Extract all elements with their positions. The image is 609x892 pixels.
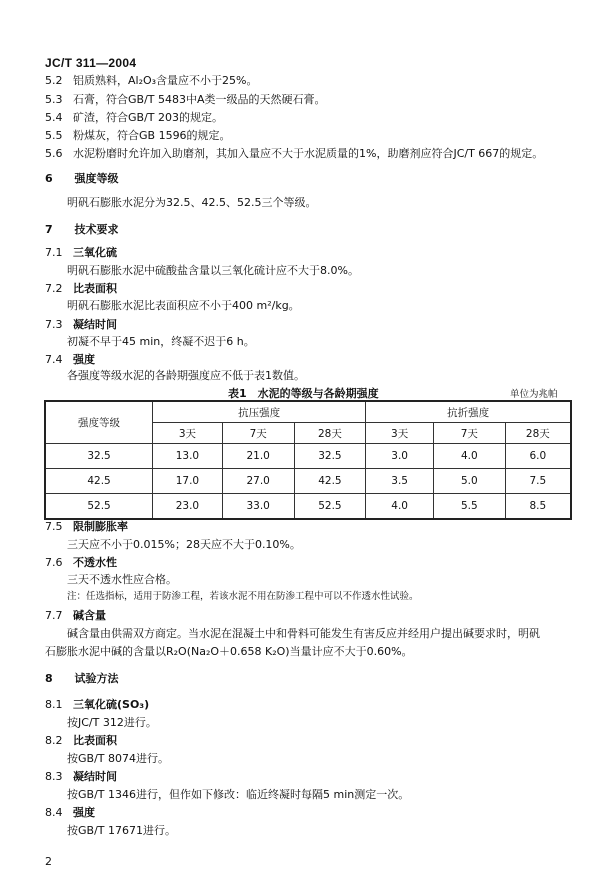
value-cell: 8.5 <box>505 494 571 520</box>
section-6-heading: 6 强度等级 <box>45 172 119 185</box>
clause-7-3-heading: 7.3 凝结时间 <box>45 318 117 331</box>
clause-7-6-text: 三天不透水性应合格。 <box>67 573 177 586</box>
clause-7-6-heading: 7.6 不透水性 <box>45 556 117 569</box>
table-1-unit: 单位为兆帕 <box>510 389 558 400</box>
clause-7-3-text: 初凝不早于45 min，终凝不迟于6 h。 <box>67 335 255 348</box>
table-row <box>45 469 571 494</box>
section-7-heading: 7 技术要求 <box>45 223 119 236</box>
grade-cell: 42.5 <box>45 469 153 494</box>
value-cell: 27.0 <box>222 469 294 494</box>
value-cell: 5.0 <box>433 469 505 494</box>
value-cell: 7.5 <box>505 469 571 494</box>
header-age: 7天 <box>433 423 505 444</box>
value-cell: 5.5 <box>433 494 505 520</box>
clause-8-2-heading: 8.2 比表面积 <box>45 734 117 747</box>
section-6-text: 明矾石膨胀水泥分为32.5、42.5、52.5三个等级。 <box>67 196 317 209</box>
clause-7-6-note: 注：任选指标，适用于防渗工程，若该水泥不用在防渗工程中可以不作透水性试验。 <box>67 591 419 602</box>
clause-7-1-text: 明矾石膨胀水泥中硫酸盐含量以三氧化硫计应不大于8.0%。 <box>67 264 359 277</box>
header-compressive: 抗压强度 <box>153 401 366 423</box>
strength-table <box>44 400 572 520</box>
clause-8-4-heading: 8.4 强度 <box>45 806 95 819</box>
clause-5-3: 5.3 石膏，符合GB/T 5483中A类一级品的天然硬石膏。 <box>45 93 326 106</box>
grade-cell: 52.5 <box>45 494 153 520</box>
value-cell: 33.0 <box>222 494 294 520</box>
value-cell: 32.5 <box>294 444 366 469</box>
header-age: 7天 <box>222 423 294 444</box>
clause-8-1-heading: 8.1 三氧化硫(SO₃) <box>45 698 150 711</box>
clause-8-1-text: 按JC/T 312进行。 <box>67 716 157 729</box>
header-age: 28天 <box>294 423 366 444</box>
header-grade: 强度等级 <box>45 401 153 444</box>
clause-5-5: 5.5 粉煤灰，符合GB 1596的规定。 <box>45 129 231 142</box>
header-flexural: 抗折强度 <box>366 401 571 423</box>
value-cell: 52.5 <box>294 494 366 520</box>
clause-7-5-text: 三天应不小于0.015%；28天应不大于0.10%。 <box>67 538 301 551</box>
clause-7-7-heading: 7.7 碱含量 <box>45 609 106 622</box>
clause-7-1-heading: 7.1 三氧化硫 <box>45 246 117 259</box>
table-1-title: 表1 水泥的等级与各龄期强度 <box>228 387 379 400</box>
header-age: 3天 <box>153 423 223 444</box>
clause-8-4-text: 按GB/T 17671进行。 <box>67 824 176 837</box>
header-age: 3天 <box>366 423 434 444</box>
value-cell: 17.0 <box>153 469 223 494</box>
clause-7-7-text-line1: 碱含量由供需双方商定。当水泥在混凝土中和骨料可能发生有害反应并经用户提出碱要求时，明矾 <box>67 627 540 640</box>
value-cell: 13.0 <box>153 444 223 469</box>
table-row <box>45 444 571 469</box>
clause-5-4: 5.4 矿渣，符合GB/T 203的规定。 <box>45 111 223 124</box>
clause-8-3-text: 按GB/T 1346进行，但作如下修改：临近终凝时每隔5 min测定一次。 <box>67 788 410 801</box>
standard-header: JC/T 311—2004 <box>45 56 137 70</box>
value-cell: 23.0 <box>153 494 223 520</box>
value-cell: 4.0 <box>433 444 505 469</box>
clause-7-2-heading: 7.2 比表面积 <box>45 282 117 295</box>
clause-7-2-text: 明矾石膨胀水泥比表面积应不小于400 m²/kg。 <box>67 299 300 312</box>
value-cell: 21.0 <box>222 444 294 469</box>
clause-5-6: 5.6 水泥粉磨时允许加入助磨剂，其加入量应不大于水泥质量的1%，助磨剂应符合JC/T 667的规定。 <box>45 147 544 160</box>
clause-8-3-heading: 8.3 凝结时间 <box>45 770 117 783</box>
section-8-heading: 8 试验方法 <box>45 672 119 685</box>
value-cell: 3.0 <box>366 444 434 469</box>
clause-5-2: 5.2 铝质熟料，Al₂O₃含量应不小于25%。 <box>45 74 258 87</box>
value-cell: 42.5 <box>294 469 366 494</box>
page-number: 2 <box>45 855 52 868</box>
clause-8-2-text: 按GB/T 8074进行。 <box>67 752 169 765</box>
value-cell: 3.5 <box>366 469 434 494</box>
clause-7-4-text: 各强度等级水泥的各龄期强度应不低于表1数值。 <box>67 369 305 382</box>
value-cell: 6.0 <box>505 444 571 469</box>
value-cell: 4.0 <box>366 494 434 520</box>
header-age: 28天 <box>505 423 571 444</box>
table-header-row <box>45 401 571 423</box>
table-row <box>45 494 571 520</box>
grade-cell: 32.5 <box>45 444 153 469</box>
clause-7-7-text-line2: 石膨胀水泥中碱的含量以R₂O(Na₂O＋0.658 K₂O)当量计应不大于0.60%。 <box>45 645 413 658</box>
clause-7-5-heading: 7.5 限制膨胀率 <box>45 520 128 533</box>
clause-7-4-heading: 7.4 强度 <box>45 353 95 366</box>
